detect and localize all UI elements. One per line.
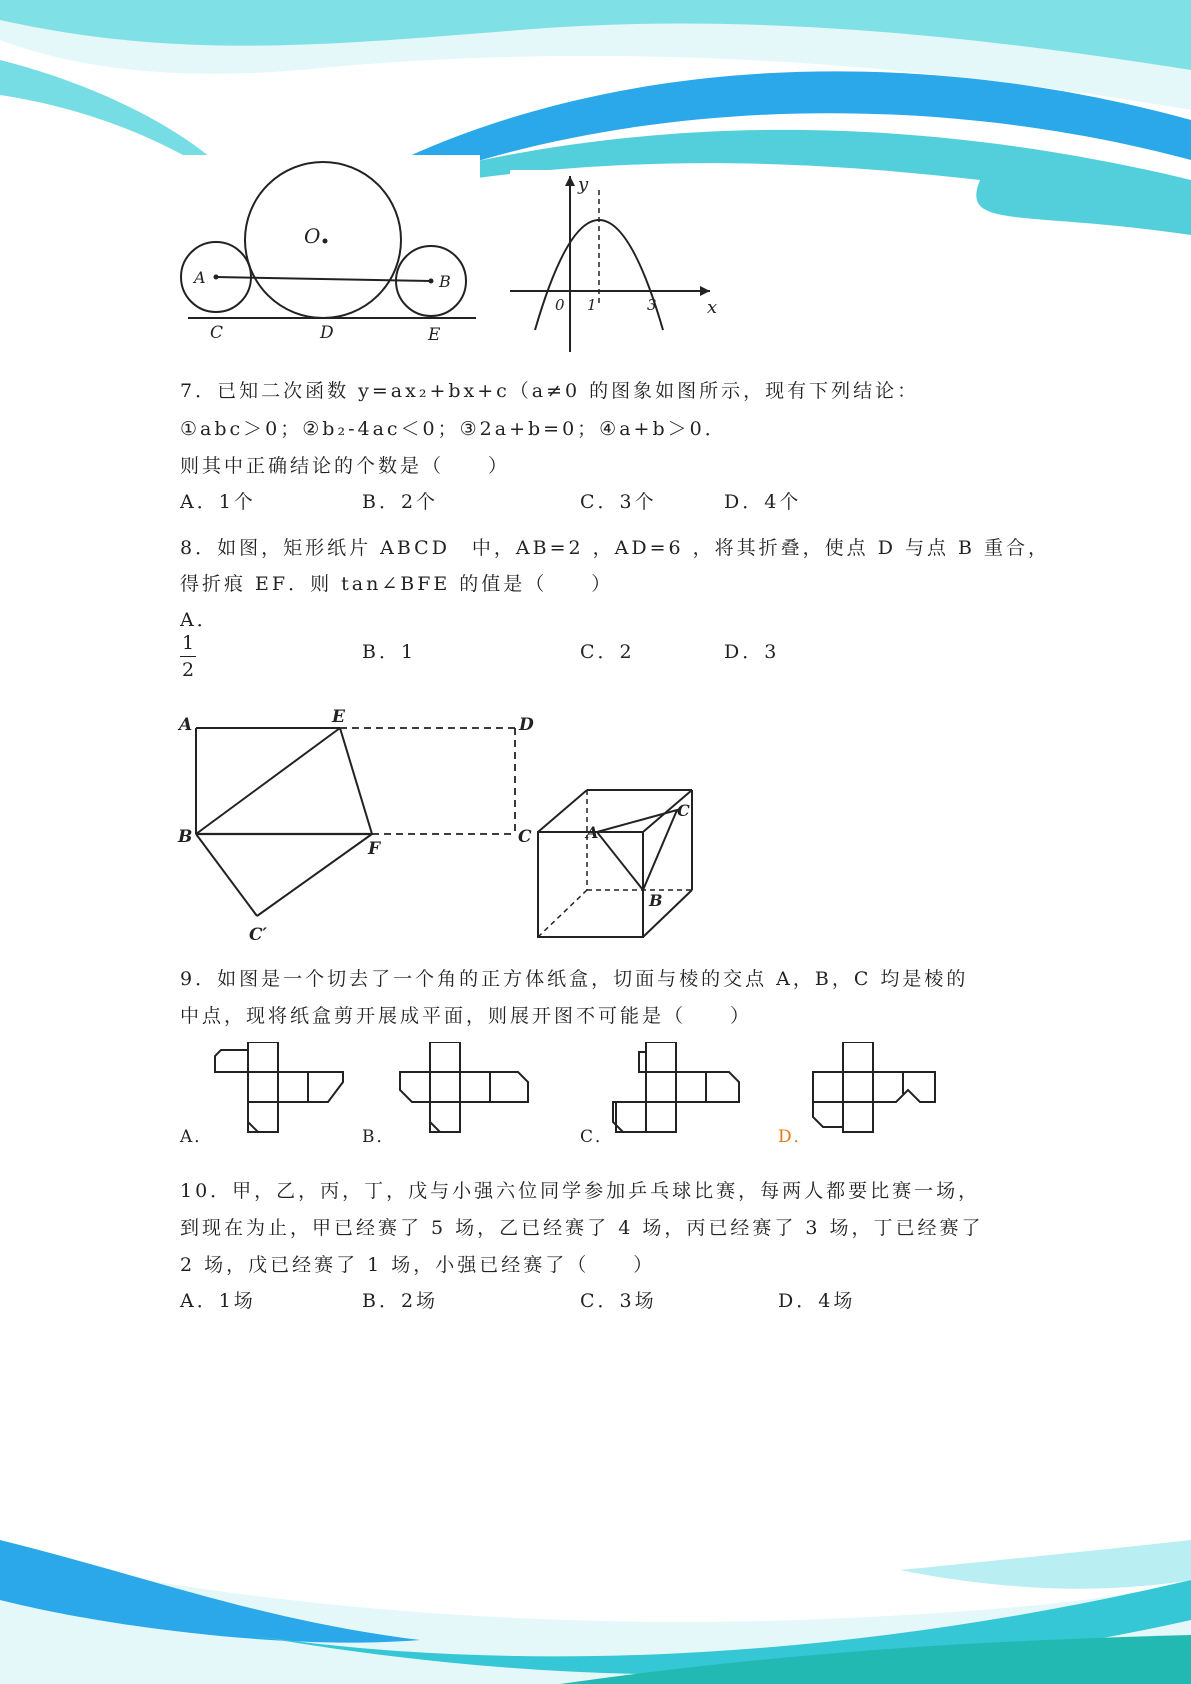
q8-stem-line1: 8．如图，矩形纸片 ABCD 中，AB=2 ，AD=6 ，将其折叠，使点 D 与点 B 重合，: [180, 537, 1051, 559]
q7-stem-line3: 则其中正确结论的个数是（ ）: [180, 455, 511, 477]
q9-option-a-label[interactable]: A．: [180, 1127, 214, 1147]
label-d: D: [519, 715, 534, 735]
net-option-a[interactable]: [213, 1042, 348, 1142]
q10-option-b[interactable]: B．2场: [362, 1290, 439, 1312]
label-b: B: [649, 891, 663, 910]
x-axis-label: x: [707, 297, 718, 318]
label-b: B: [178, 827, 193, 847]
fraction-bar: [180, 656, 196, 657]
q9-option-d-label[interactable]: D．: [778, 1127, 813, 1147]
fraction-denominator: 2: [181, 659, 195, 681]
q7-option-c[interactable]: C．3个: [580, 491, 657, 513]
label-a: A: [179, 715, 193, 735]
folded-rectangle-figure: [175, 708, 545, 948]
q7-option-b[interactable]: B．2个: [362, 491, 439, 513]
y-axis-label: y: [578, 174, 589, 195]
q10-option-d[interactable]: D．4场: [778, 1290, 856, 1312]
q7-stem-line1: 7．已知二次函数 y=ax₂+bx+c（a≠0 的图象如图所示，现有下列结论：: [180, 380, 920, 402]
q8-stem-line2: 得折痕 EF．则 tan∠BFE 的值是（ ）: [180, 573, 614, 595]
q8-option-a-label[interactable]: A．: [180, 609, 219, 631]
tick-1: 1: [587, 296, 597, 314]
q10-stem-line2: 到现在为止，甲已经赛了 5 场，乙已经赛了 4 场，丙已经赛了 3 场，丁已经赛了: [180, 1217, 984, 1239]
tick-0: 0: [555, 296, 565, 314]
q8-option-d[interactable]: D．3: [724, 641, 780, 663]
q10-stem-line3: 2 场，戊已经赛了 1 场，小强已经赛了（ ）: [180, 1254, 656, 1276]
label-f: F: [368, 839, 381, 859]
tick-3: 3: [647, 296, 657, 314]
q8-option-b[interactable]: B．1: [362, 641, 417, 663]
label-c: C: [518, 827, 532, 847]
q10-stem-line1: 10．甲，乙，丙，丁，戊与小强六位同学参加乒乓球比赛，每两人都要比赛一场，: [180, 1180, 981, 1202]
bottom-wave-decoration: [0, 1540, 1191, 1684]
net-option-b[interactable]: [398, 1042, 533, 1142]
q9-stem-line1: 9．如图是一个切去了一个角的正方体纸盒，切面与棱的交点 A，B，C 均是棱的: [180, 968, 969, 990]
label-c: C: [210, 323, 224, 343]
tangent-circles-figure: [180, 155, 480, 350]
label-o: O: [304, 224, 321, 248]
cut-cube-figure: [530, 780, 705, 945]
label-e: E: [428, 325, 441, 345]
q8-option-c[interactable]: C．2: [580, 641, 635, 663]
label-c: C: [677, 801, 690, 820]
label-a: A: [586, 823, 599, 842]
q10-option-c[interactable]: C．3场: [580, 1290, 657, 1312]
net-option-c[interactable]: [611, 1042, 746, 1142]
label-d: D: [320, 323, 334, 343]
label-a: A: [194, 268, 206, 287]
label-c-prime: C′: [249, 925, 268, 945]
q10-option-a[interactable]: A．1场: [180, 1290, 256, 1312]
q8-option-a-fraction[interactable]: [180, 632, 196, 681]
q7-stem-line2: ①abc＞0；②b₂-4ac＜0；③2a+b=0；④a+b＞0．: [180, 418, 727, 440]
net-option-d[interactable]: [810, 1042, 945, 1142]
label-e: E: [332, 708, 345, 727]
parabola-figure: [510, 170, 720, 355]
q9-stem-line2: 中点，现将纸盒剪开展成平面，则展开图不可能是（ ）: [180, 1005, 753, 1027]
label-b: B: [439, 272, 451, 291]
q9-option-b-label[interactable]: B．: [362, 1127, 396, 1147]
fraction-numerator: 1: [181, 632, 195, 654]
q9-option-c-label[interactable]: C．: [580, 1127, 615, 1147]
q7-option-d[interactable]: D．4个: [724, 491, 802, 513]
q7-option-a[interactable]: A．1个: [180, 491, 256, 513]
